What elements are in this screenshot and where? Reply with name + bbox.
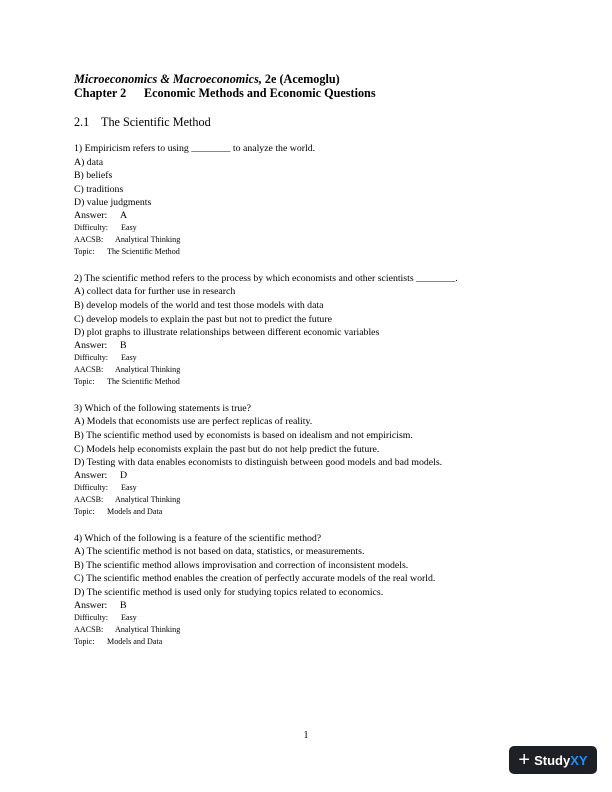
question-block [74, 272, 574, 388]
answer-row [74, 210, 574, 222]
answer-option: D) Testing with data enables economists to distinguish between good models and bad models. [74, 457, 443, 469]
answer-option: A) collect data for further use in research [74, 286, 236, 298]
badge-text-xy: XY [570, 752, 588, 768]
topic-row [74, 636, 574, 648]
aacsb-value: Analytical Thinking [115, 625, 181, 634]
difficulty-value: Easy [121, 223, 137, 233]
topic-value: The Scientific Method [107, 247, 180, 257]
topic-row [74, 246, 574, 258]
topic-row [74, 506, 574, 518]
answer-value: D [120, 469, 128, 481]
chapter-title: Economic Methods and Economic Questions [144, 86, 376, 100]
answer-row [74, 470, 574, 482]
difficulty-row [74, 222, 574, 234]
difficulty-value: Easy [121, 613, 137, 622]
answer-value: A [120, 209, 128, 221]
badge-text-study: Study [534, 752, 571, 768]
aacsb-row [74, 234, 574, 246]
answer-value: B [120, 599, 127, 611]
difficulty-row [74, 612, 574, 624]
difficulty-row [74, 482, 574, 494]
aacsb-value: Analytical Thinking [115, 235, 181, 245]
answer-option: A) Models that economists use are perfect replicas of reality. [74, 416, 313, 428]
answer-option: B) beliefs [74, 170, 113, 182]
question-stem: 4) Which of the following is a feature of the scientific method? [74, 532, 322, 544]
answer-option: B) develop models of the world and test those models with data [74, 300, 324, 312]
aacsb-value: Analytical Thinking [115, 365, 181, 375]
aacsb-row [74, 364, 574, 376]
aacsb-label: AACSB: [74, 495, 104, 505]
difficulty-row [74, 352, 574, 364]
question-block [74, 532, 574, 648]
answer-option: D) value judgments [74, 197, 152, 209]
question-list [74, 142, 574, 662]
document-header [74, 72, 376, 100]
difficulty-value: Easy [121, 353, 137, 363]
difficulty-label: Difficulty: [74, 613, 109, 622]
section-heading [74, 115, 211, 129]
aacsb-value: Analytical Thinking [115, 495, 181, 505]
answer-option: B) The scientific method allows improvisation and correction of inconsistent models. [74, 559, 409, 571]
book-title: Microeconomics & Macroeconomics, [74, 72, 262, 86]
topic-row [74, 376, 574, 388]
answer-row [74, 340, 574, 352]
aacsb-row [74, 494, 574, 506]
answer-option: C) develop models to explain the past but not to predict the future [74, 313, 332, 325]
answer-option: C) traditions [74, 183, 124, 195]
answer-label: Answer: [74, 599, 108, 611]
difficulty-label: Difficulty: [74, 223, 109, 233]
aacsb-row [74, 624, 574, 636]
answer-value: B [120, 339, 127, 351]
topic-label: Topic: [74, 247, 95, 257]
topic-label: Topic: [74, 507, 95, 517]
aacsb-label: AACSB: [74, 625, 104, 634]
question-block [74, 402, 574, 518]
book-title-line [74, 72, 376, 86]
answer-option: C) Models help economists explain the past but do not help predict the future. [74, 443, 380, 455]
answer-label: Answer: [74, 469, 108, 481]
topic-label: Topic: [74, 637, 95, 646]
book-edition: 2e (Acemoglu) [261, 72, 340, 86]
answer-label: Answer: [74, 209, 108, 221]
answer-option: B) The scientific method used by economists is based on idealism and not empiricism. [74, 429, 413, 441]
difficulty-label: Difficulty: [74, 483, 109, 493]
difficulty-value: Easy [121, 483, 137, 493]
answer-label: Answer: [74, 339, 108, 351]
section-number: 2.1 [74, 115, 90, 129]
question-stem: 3) Which of the following statements is true? [74, 402, 251, 414]
question-block [74, 142, 574, 258]
aacsb-label: AACSB: [74, 235, 104, 245]
answer-option: A) data [74, 156, 104, 168]
topic-value: The Scientific Method [107, 377, 180, 387]
section-title: The Scientific Method [101, 115, 211, 129]
topic-label: Topic: [74, 377, 95, 387]
studyxy-badge[interactable] [509, 746, 597, 774]
answer-option: D) The scientific method is used only for studying topics related to economics. [74, 587, 384, 598]
question-stem: 1) Empiricism refers to using ________ to analyze the world. [74, 143, 316, 154]
topic-value: Models and Data [107, 507, 163, 517]
question-stem: 2) The scientific method refers to the process by which economists and other scientists ________. [74, 272, 458, 284]
difficulty-label: Difficulty: [74, 353, 109, 363]
answer-option: C) The scientific method enables the creation of perfectly accurate models of the real world. [74, 573, 436, 585]
answer-row [74, 600, 574, 612]
answer-option: D) plot graphs to illustrate relationships between different economic variables [74, 327, 380, 339]
chapter-label: Chapter 2 [74, 86, 127, 100]
answer-option: A) The scientific method is not based on data, statistics, or measurements. [74, 546, 365, 558]
chapter-heading [74, 86, 376, 100]
topic-value: Models and Data [107, 637, 163, 646]
plus-icon: + [518, 749, 531, 771]
aacsb-label: AACSB: [74, 365, 104, 375]
page-number: 1 [303, 730, 309, 741]
